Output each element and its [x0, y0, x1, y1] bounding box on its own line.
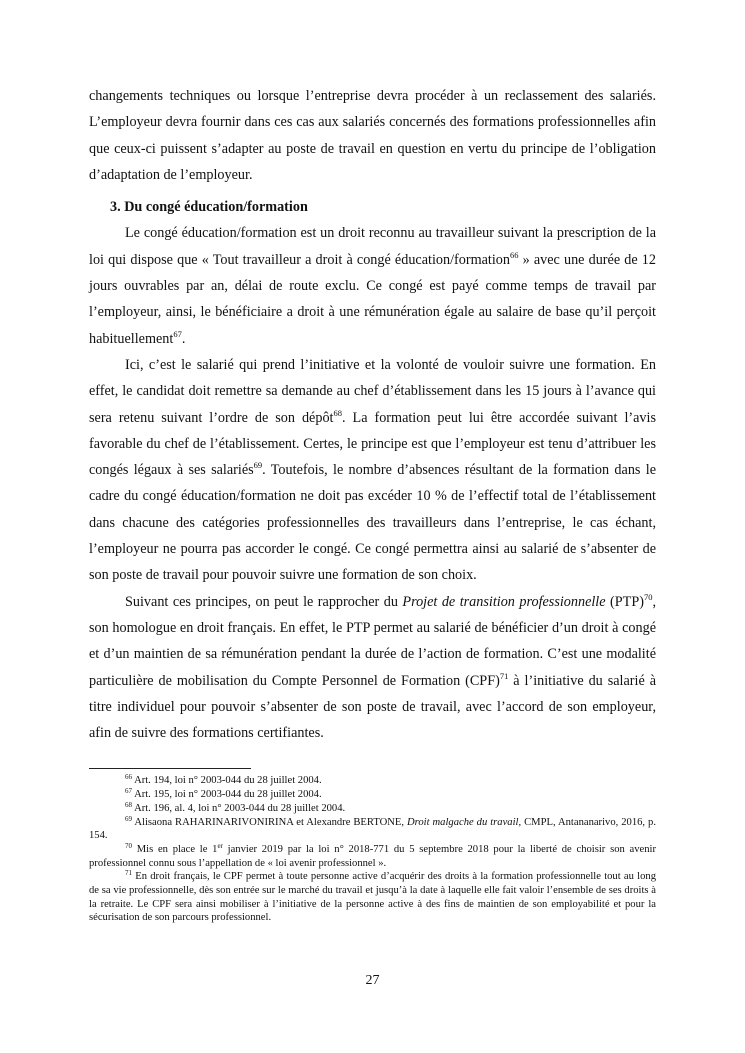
- page-number: 27: [365, 973, 380, 988]
- text-run: à l’initiative du salarié à titre individuel pour pouvoir s’absenter de son poste de travail, avec l’accord de son employeur, afin de suivre des formations certifiantes.: [89, 672, 657, 742]
- ordinal-suffix: er: [217, 841, 223, 850]
- text-run: Le congé éducation/formation est un droit reconnu au travailleur suivant la prescription de la loi qui dispose que « Tout travailleur a droit à congé éducation/formation: [89, 225, 656, 268]
- footnote-71: [89, 870, 656, 925]
- footnote-number: 70: [125, 841, 132, 850]
- footnote-ref-69[interactable]: 69: [253, 460, 263, 471]
- text-run: . La formation peut lui être accordée suivant l’avis favorable du chef de l’établissement. Certes, le principe est que l’employeur est tenu d’attribuer les congés légaux à ses salariés: [89, 409, 656, 479]
- paragraph-initiative: [89, 352, 656, 589]
- footnote-69: [89, 816, 656, 843]
- footnote-number: 68: [125, 800, 132, 809]
- footnote-number: 67: [125, 787, 132, 796]
- footnote-66: [89, 774, 656, 788]
- footnote-text: Art. 194, loi n° 2003-044 du 28 juillet 2004.: [132, 775, 322, 787]
- footnote-text: janvier 2019 par la loi n° 2018-771 du 5 septembre 2018 pour la liberté de choisir son avenir professionnel connu sous l’appellation de « loi avenir professionnel ».: [89, 843, 656, 869]
- body-text: [89, 83, 656, 746]
- footnote-text: Art. 196, al. 4, loi n° 2003-044 du 28 juillet 2004.: [132, 802, 346, 814]
- footnote-ref-71[interactable]: 71: [499, 670, 509, 681]
- footnote-text-italic: Droit malgache du travail: [407, 816, 519, 828]
- footnote-text: En droit français, le CPF permet à toute personne active d’acquérir des droits à la formation professionnelle tout au long de sa vie professionnelle, dès son entrée sur le marché du travail et jusqu’à la date à laquelle elle fait valoir l’ensemble de ses droits à la retraite. Le CPF sera ainsi mobiliser à l’initiative de la personne active à des fins de maintien de son employabilité et pour la sécurisation de son parcours professionnel.: [89, 871, 656, 924]
- footnote-number: 71: [125, 869, 132, 878]
- paragraph-ptp: [89, 589, 656, 747]
- footnote-text: Art. 195, loi n° 2003-044 du 28 juillet 2004.: [132, 789, 322, 801]
- footnote-70: [89, 843, 656, 870]
- document-page: [89, 83, 656, 925]
- section-heading: 3. Du congé éducation/formation: [110, 199, 308, 216]
- footnote-text: Alisaona RAHARINARIVONIRINA et Alexandre BERTONE,: [132, 816, 407, 828]
- footnote-ref-68[interactable]: 68: [333, 407, 342, 418]
- text-run: . Toutefois, le nombre d’absences résultant de la formation dans le cadre du congé éducation/formation ne doit pas excéder 10 % de l’effectif total de l’établissement dans chacune des catégories professionnelles des travailleurs dans l’entreprise, le cas échant, l’employeur ne pourra pas accorder le congé. Ce congé permettra ainsi au salarié de s’absenter de son poste de travail pour pouvoir suivre une formation de son choix.: [89, 462, 656, 584]
- paragraph-conge-definition: [89, 220, 656, 351]
- footnote-ref-66[interactable]: 66: [509, 249, 519, 260]
- text-run: » avec une durée de 12 jours ouvrables par an, délai de route exclu. Ce congé est payé comme temps de travail par l’employeur, ainsi, le bénéficiaire a droit à une rémunération égale au salaire de base qu’il perçoit habituellement: [89, 251, 656, 347]
- footnote-number: 69: [125, 814, 132, 823]
- text-run: Suivant ces principes, on peut le rapprocher du: [125, 593, 403, 610]
- text-run-italic: Projet de transition professionnelle: [402, 593, 606, 610]
- footnote-separator: [89, 768, 251, 769]
- footnote-number: 66: [125, 773, 132, 782]
- text-run: .: [181, 330, 186, 347]
- footnote-text: Mis en place le 1: [132, 843, 218, 855]
- footnotes: [89, 774, 656, 925]
- text-run: (PTP): [605, 593, 644, 610]
- footnote-text: , CMPL, Antananarivo, 2016, p. 154.: [89, 816, 656, 842]
- footnote-ref-67[interactable]: 67: [173, 328, 182, 339]
- text-run: Ici, c’est le salarié qui prend l’initiative et la volonté de vouloir suivre une formation. En effet, le candidat doit remettre sa demande au chef d’établissement dans les 15 jours à l’avance qui sera retenu suivant l’ordre de son dépôt: [89, 356, 656, 426]
- text-run: , son homologue en droit français. En effet, le PTP permet au salarié de bénéficier d’un droit à congé et d’un maintien de sa rémunération pendant la durée de l’action de formation. C’est une modalité particulière de mobilisation du Compte Personnel de Formation (CPF): [89, 593, 656, 689]
- footnote-ref-70[interactable]: 70: [643, 591, 653, 602]
- footnote-67: [89, 788, 656, 802]
- footnote-68: [89, 802, 656, 816]
- paragraph-continuation: changements techniques ou lorsque l’entreprise devra procéder à un reclassement des salariés. L’employeur devra fournir dans ces cas aux salariés concernés des formations professionnelles afin que ceux-ci puissent s’adapter au poste de travail en question en vertu du principe de l’obligation d’adaptation de l’employeur.: [89, 88, 656, 183]
